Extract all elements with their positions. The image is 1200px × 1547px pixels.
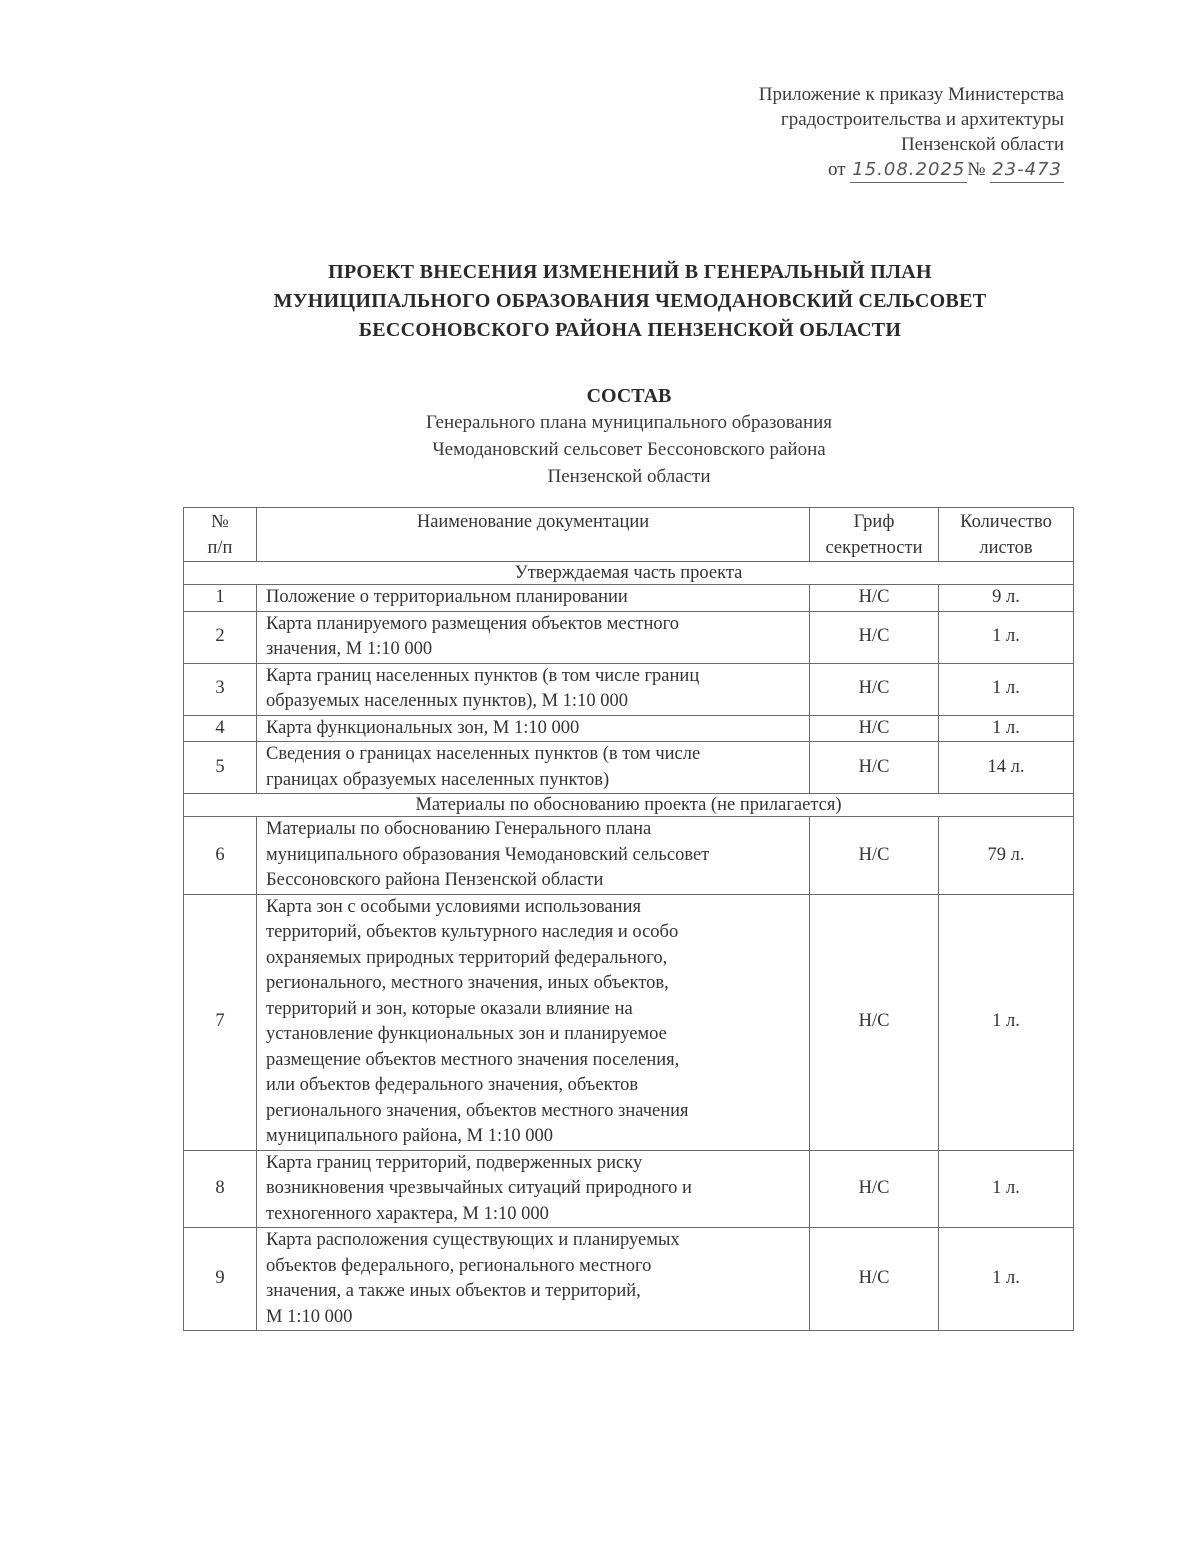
table-row — [184, 894, 1074, 1150]
row-grif: Н/С — [810, 715, 939, 742]
table-row — [184, 1150, 1074, 1228]
row-name-line: регионального, местного значения, иных объектов, — [266, 973, 669, 993]
row-name-line: Карта планируемого размещения объектов местного — [266, 613, 679, 634]
documentation-table — [183, 507, 1074, 1331]
section-title: Утверждаемая часть проекта — [184, 562, 1074, 585]
row-name-line: Бессоновского района Пензенской области — [266, 870, 604, 890]
row-name-line: территорий, объектов культурного наследия и особо — [266, 922, 679, 942]
row-name-line: возникновения чрезвычайных ситуаций природного и — [266, 1178, 692, 1198]
row-name-line: значения, а также иных объектов и территорий, — [266, 1281, 641, 1301]
row-name-line: значения, М 1:10 000 — [266, 639, 433, 659]
section-row-justification — [184, 794, 1074, 817]
header-count-line-2: листов — [979, 537, 1033, 558]
row-name-line: объектов федерального, регионального местного — [266, 1255, 652, 1276]
appendix-date-line — [759, 157, 1064, 183]
header-num — [184, 508, 257, 562]
appendix-block — [759, 82, 1064, 183]
row-count: 1 л. — [939, 715, 1074, 742]
row-grif: Н/С — [810, 611, 939, 663]
sostav-subtitle — [0, 409, 1200, 490]
header-count-line-1: Количество — [960, 512, 1052, 532]
sostav-heading: СОСТАВ — [586, 385, 672, 407]
row-name — [257, 585, 810, 612]
row-name — [257, 1228, 810, 1331]
row-count: 1 л. — [939, 894, 1074, 1150]
handwritten-number: 23-473 — [990, 157, 1064, 183]
header-num-line-1: № — [211, 512, 229, 532]
title-line-3: БЕССОНОВСКОГО РАЙОНА ПЕНЗЕНСКОЙ ОБЛАСТИ — [358, 319, 902, 341]
row-grif: Н/С — [810, 742, 939, 794]
section-row-approved — [184, 562, 1074, 585]
appendix-line-1: Приложение к приказу Министерства — [758, 84, 1064, 105]
table-header-row — [184, 508, 1074, 562]
header-grif — [810, 508, 939, 562]
table-row — [184, 585, 1074, 612]
header-count — [939, 508, 1074, 562]
row-count: 1 л. — [939, 663, 1074, 715]
row-name-line: Сведения о границах населенных пунктов (в том числе — [266, 744, 701, 764]
row-grif: Н/С — [810, 1228, 939, 1331]
row-grif: Н/С — [810, 585, 939, 612]
table-row — [184, 715, 1074, 742]
row-num: 5 — [184, 742, 257, 794]
row-name-line: образуемых населенных пунктов), М 1:10 000 — [266, 691, 628, 711]
sostav-line-1: Генерального плана муниципального образования — [425, 412, 833, 433]
row-name — [257, 663, 810, 715]
row-name-line: территорий и зон, которые оказали влияние на — [266, 998, 633, 1019]
row-name-line: охраняемых природных территорий федерального, — [266, 947, 668, 968]
row-num: 9 — [184, 1228, 257, 1331]
table-row — [184, 742, 1074, 794]
row-num: 1 — [184, 585, 257, 612]
table-body — [184, 562, 1074, 1331]
row-num: 8 — [184, 1150, 257, 1228]
row-name — [257, 894, 810, 1150]
table-row — [184, 817, 1074, 895]
row-name — [257, 611, 810, 663]
row-name-line: техногенного характера, М 1:10 000 — [266, 1203, 549, 1224]
number-prefix: № — [967, 159, 986, 180]
row-name-line: границах образуемых населенных пунктов) — [266, 769, 610, 790]
sostav-line-3: Пензенской области — [547, 466, 711, 487]
row-name-line: Карта границ населенных пунктов (в том числе границ — [266, 665, 700, 686]
row-grif: Н/С — [810, 894, 939, 1150]
row-name-line: Положение о территориальном планировании — [266, 587, 628, 607]
row-num: 4 — [184, 715, 257, 742]
row-name-line: регионального значения, объектов местного значения — [266, 1100, 689, 1121]
row-name — [257, 715, 810, 742]
header-num-line-2: п/п — [207, 537, 233, 558]
appendix-line-2: градостроительства и архитектуры — [780, 109, 1064, 130]
table-row — [184, 1228, 1074, 1331]
appendix-line-3: Пензенской области — [900, 134, 1064, 155]
row-name-line: муниципального образования Чемодановский сельсовет — [266, 844, 710, 865]
row-name-line: или объектов федерального значения, объектов — [266, 1075, 639, 1095]
row-count: 1 л. — [939, 1150, 1074, 1228]
header-grif-line-1: Гриф — [853, 512, 895, 532]
title-line-1: ПРОЕКТ ВНЕСЕНИЯ ИЗМЕНЕНИЙ В ГЕНЕРАЛЬНЫЙ ПЛАН — [328, 261, 932, 283]
row-name-line: Карта границ территорий, подверженных риску — [266, 1152, 643, 1173]
row-grif: Н/С — [810, 817, 939, 895]
document-title — [0, 258, 1200, 345]
table-row — [184, 611, 1074, 663]
date-prefix: от — [827, 159, 846, 180]
table-row — [184, 663, 1074, 715]
row-name-line: муниципального района, М 1:10 000 — [266, 1126, 553, 1146]
header-grif-line-2: секретности — [825, 537, 923, 558]
title-line-2: МУНИЦИПАЛЬНОГО ОБРАЗОВАНИЯ ЧЕМОДАНОВСКИЙ СЕЛЬСОВЕТ — [273, 290, 987, 312]
row-name-line: установление функциональных зон и планируемое — [266, 1024, 667, 1044]
row-name-line: Карта функциональных зон, М 1:10 000 — [266, 717, 580, 738]
section-title: Материалы по обоснованию проекта (не прилагается) — [184, 794, 1074, 817]
row-count: 14 л. — [939, 742, 1074, 794]
row-num: 2 — [184, 611, 257, 663]
row-name — [257, 817, 810, 895]
row-name-line: размещение объектов местного значения поселения, — [266, 1049, 680, 1070]
row-name-line: Карта расположения существующих и планируемых — [266, 1230, 680, 1250]
handwritten-date: 15.08.2025 — [850, 157, 967, 183]
row-count: 79 л. — [939, 817, 1074, 895]
row-name-line: Материалы по обоснованию Генерального плана — [266, 819, 652, 839]
row-grif: Н/С — [810, 663, 939, 715]
row-name — [257, 742, 810, 794]
row-name-line: М 1:10 000 — [266, 1306, 353, 1327]
row-name — [257, 1150, 810, 1228]
row-count: 1 л. — [939, 1228, 1074, 1331]
row-num: 6 — [184, 817, 257, 895]
sostav-line-2: Чемодановский сельсовет Бессоновского района — [432, 439, 826, 460]
row-grif: Н/С — [810, 1150, 939, 1228]
header-name-text: Наименование документации — [416, 512, 650, 532]
row-num: 3 — [184, 663, 257, 715]
row-name-line: Карта зон с особыми условиями использования — [266, 896, 641, 917]
row-count: 9 л. — [939, 585, 1074, 612]
header-name — [257, 508, 810, 562]
row-count: 1 л. — [939, 611, 1074, 663]
row-num: 7 — [184, 894, 257, 1150]
